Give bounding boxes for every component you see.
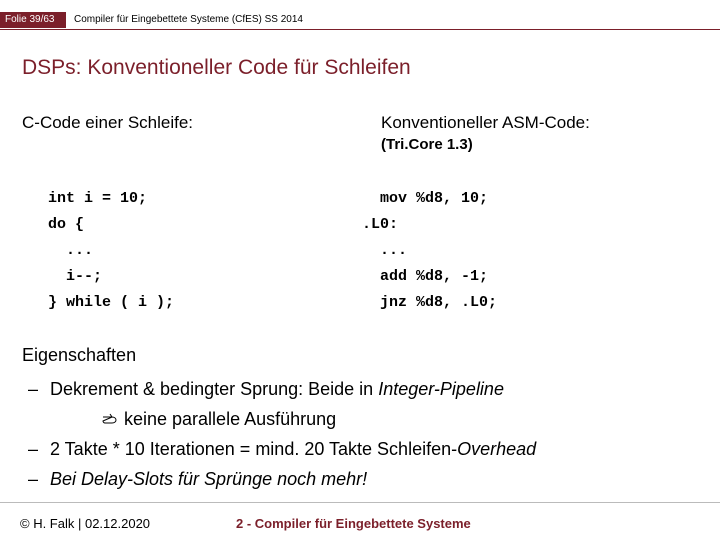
course-title: Compiler für Eingebettete Systeme (CfES) SS 2014 [74, 14, 303, 25]
dash-bullet: – [28, 469, 39, 489]
code-line: ... [48, 242, 94, 259]
code-line: add %d8, -1; [362, 268, 489, 285]
footer-author: © H. Falk | 02.12.2020 [20, 516, 151, 531]
item-text: keine parallele Ausführung [124, 409, 337, 429]
code-line: ... [362, 242, 408, 259]
top-divider [0, 29, 720, 30]
dash-bullet: – [28, 439, 39, 459]
item-text: Dekrement & bedingter Sprung: Beide in [50, 379, 379, 399]
c-code-heading: C-Code einer Schleife: [22, 113, 194, 132]
code-line: .L0: [362, 216, 399, 233]
asm-code-block [362, 186, 497, 316]
code-line: do { [48, 216, 85, 233]
slide-title: DSPs: Konventioneller Code für Schleifen [22, 56, 411, 79]
code-line: mov %d8, 10; [362, 190, 489, 207]
item-text: 2 Takte * 10 Iterationen = mind. 20 Takte Schleifen- [50, 439, 458, 459]
code-line: jnz %d8, .L0; [362, 294, 498, 311]
code-line: int i = 10; [48, 190, 148, 207]
asm-code-subheading: (Tri.Core 1.3) [381, 136, 473, 153]
code-line: i--; [48, 268, 103, 285]
pointing-hand-icon [102, 409, 118, 430]
item-emphasis: Integer-Pipeline [378, 379, 504, 399]
properties-heading: Eigenschaften [22, 345, 137, 365]
list-subitem [102, 409, 336, 430]
slide-number-badge: Folie 39/63 [0, 12, 66, 28]
dash-bullet: – [28, 379, 39, 399]
code-line: } while ( i ); [48, 294, 175, 311]
footer-divider [0, 502, 720, 503]
item-emphasis: Overhead [457, 439, 537, 459]
asm-code-heading: Konventioneller ASM-Code: [381, 113, 590, 132]
c-code-block [48, 186, 174, 316]
top-bar [0, 12, 720, 28]
item-emphasis: Bei Delay-Slots für Sprünge noch mehr! [50, 469, 368, 489]
footer-course: 2 - Compiler für Eingebettete Systeme [236, 516, 471, 531]
